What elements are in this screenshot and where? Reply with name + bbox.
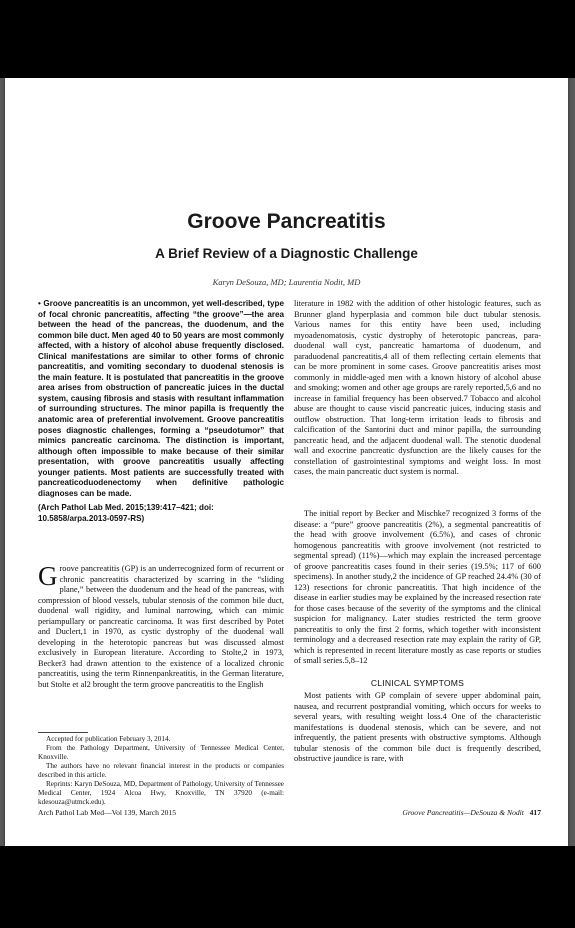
viewer-bottom-bar (0, 846, 575, 928)
body-right-para-1: literature in 1982 with the addition of other histologic features, such as Brunner gland hyperplasia and common bile duct tubular stenosis. Various names for this entity have been used, including myoadenomatosis, cystic dystrophy of heterotopic pancreas, para-duodenal wall cyst, pancreatic hamartoma of duodenum, and paraduodenal pancreatitis,4 all of them reflecting certain elements that can be more prominent in some cases. Groove pancreatitis arises most commonly in middle-aged men with a known history of alcohol abuse and smoking; women and other age groups are rarely reported,5,6 and no increase in familial frequency has been observed.7 Tobacco and alcohol abuse are thought to cause viscid pancreatic juices, inducing stasis and outflow obstruction. That long-term irritation leads to fibrosis and calcification of the Santorini duct and minor papilla, the surrounding pancreatic head, and the adjacent duodenal wall. The stenotic duodenal wall and exocrine pancreatic dysfunction are the likely causes for the constellation of gastrointestinal symptoms and weight loss. In most cases, the main pancreatic duct system is normal. (294, 299, 541, 476)
body-right-para-2: The initial report by Becker and Mischke7 recognized 3 forms of the disease: a “pure” groove pancreatitis (2%), a segmental pancreatitis of the head with groove involvement (6.5%), and cases of chronic homogenous pancreatitis with groove involvement (not restricted to segmental spread) (11%)—which may explain the increased percentage of groove pancreatitis cases found in their series (19.5%; 117 of 600 specimens). In another study,2 the incidence of GP reached 24.4% (30 of 123) resections for chronic pancreatitis. That high incidence of the disease in earlier studies may be explained by the increased resection rate for those cases because of the severity of the symptoms and the clinical suspicion for malignancy. Later studies restricted the term groove pancreatitis to only the first 2 forms, which together with inconsistent terminology and a decreased resection rate may explain the rarity of GP, which is represented in recent literature mostly as case reports or studies of small series.5,8–12 (294, 509, 541, 665)
body-right-para-3: Most patients with GP complain of severe upper abdominal pain, nausea, and recurrent postprandial vomiting, which occurs for weeks to several years, with resulting weight loss.4 One of the characteristic manifestations is duodenal stenosis, which can be severe, and not infrequently, the patient presents with obstructive symptoms. Although tubular stenosis of the common bile duct is frequently described, obstructive jaundice is rare, with (294, 691, 541, 763)
drop-cap: G (38, 561, 58, 591)
body-left-text: roove pancreatitis (GP) is an underrecognized form of recurrent or chronic pancreatitis characterized by scarring in the “sliding plane,” between the duodenum and the head of the pancreas, with compression of blood vessels, tubular stenosis of the common bile duct, duodenal wall rigidity, and luminal narrowing, which can mimic periampullary or pancreatic carcinoma. It was first described by Potet and Duclert,1 in 1970, as cystic dystrophy of the duodenal wall developing in the heterotopic pancreas but was discussed almost exclusively in European literature. According to Stolte,2 in 1973, Becker3 had drawn attention to the existence of a localized chronic pancreatitis, using the term Rinnenpankreatitis, in the German literature, but Stolte et al2 brought the term groove pancreatitis to the English (38, 564, 284, 689)
footer-running-title-text: Groove Pancreatitis—DeSouza & Nodit (402, 808, 524, 817)
footnote-disclosure: The authors have no relevant financial interest in the products or companies described in this article. (38, 762, 284, 779)
footnotes (38, 735, 284, 807)
article-title: Groove Pancreatitis (187, 210, 386, 233)
footnote-affiliation: From the Pathology Department, University of Tennessee Medical Center, Knoxville. (38, 744, 284, 761)
footnote-reprints: Reprints: Karyn DeSouza, MD, Department of Pathology, University of Tennessee Medical Center, 1924 Alcoa Hwy, Knoxville, TN 37920 (e-mail: kdesouza@utmck.edu). (38, 780, 284, 806)
section-heading-clinical-symptoms: CLINICAL SYMPTOMS (370, 678, 465, 688)
article-subtitle: A Brief Review of a Diagnostic Challenge (155, 246, 418, 261)
viewer-top-bar (0, 0, 575, 78)
abstract-text: • Groove pancreatitis is an uncommon, yet well-described, type of focal chronic pancreatitis, affecting “the groove”—the area between the head of the pancreas, the duodenum, and the common bile duct. Men aged 40 to 50 years are most commonly affected, with a history of alcohol abuse frequently disclosed. Clinical manifestations are similar to other forms of chronic pancreatitis, and vomiting secondary to duodenal stenosis is the main feature. It is postulated that pancreatitis in the groove area arises from obstruction of pancreatic juices in the ductal system, causing fibrosis and stasis with resultant inflammation of surrounding structures. The minor papilla is frequently the anatomic area of preferential involvement. Groove pancreatitis poses diagnostic challenges, forming a “pseudotumor” that mimics pancreatic carcinoma. The distinction is important, although often impossible to make because of their similar presentation, with groove pancreatitis usually affecting younger patients. Most patients are successfully treated with pancreaticoduodenectomy when definitive pathologic diagnoses can be made. (38, 299, 284, 498)
footnote-rule (38, 732, 88, 733)
footnote-accepted: Accepted for publication February 3, 2014. (46, 735, 171, 743)
footer-journal: Arch Pathol Lab Med—Vol 139, March 2015 (38, 808, 177, 817)
body-left-column (38, 561, 284, 690)
document-page (5, 78, 568, 846)
abstract-citation: (Arch Pathol Lab Med. 2015;139:417–421; doi: 10.5858/arpa.2013-0597-RS) (38, 503, 214, 523)
footer-running-title (402, 808, 541, 817)
footer-page-number: 417 (529, 808, 541, 817)
article-authors: Karyn DeSouza, MD; Laurentia Nodit, MD (212, 277, 361, 287)
